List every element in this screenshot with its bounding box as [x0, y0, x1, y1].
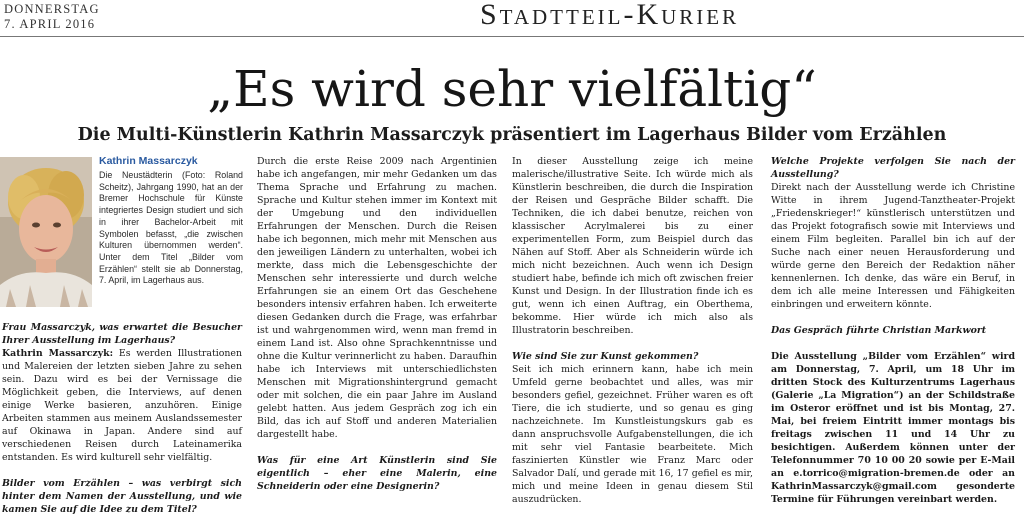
issue-date-text: 7. APRIL 2016	[4, 17, 96, 31]
interview-answer: Durch die erste Reise 2009 nach Argentinien habe ich angefangen, mir mehr Gedanken um das Thema Sprache und Erfahrung zu machen. Sprache und Kultur stehen immer im Kontext mit der Umgebung und den individuellen Erfahrungen der Menschen. Durch die Reisen habe ich begonnen, mich mehr mit Menschen aus den jeweiligen Ländern zu unterhalten, wobei ich merkte, dass mich die Lebensgeschichte der Menschen sehr interessierte und durch welche Erfahrungen sie an einem Ort das Geschehene besonders intensiv erfahren haben. Ich erweiterte diesen Gedanken durch die Frage, was erfahrbar ist und wahrgenommen wird, wenn man fremd in einem Land ist. Also ohne Sprachkenntnisse und ohne die Kultur verinnerlicht zu haben. Daraufhin habe ich Interviews mit unterschiedlichsten Menschen mit Migrationshintergrund gemacht oder mit solchen, die ein paar Jahre im Ausland gelebt hatten. Aus jedem Gespräch zog ich ein Bild, das ich auf Stoff und anderen Materialien dargestellt habe.	[257, 156, 497, 440]
interview-answer	[2, 347, 242, 464]
article-column-3	[512, 155, 753, 506]
portrait-illustration	[0, 157, 92, 307]
caption-name: Kathrin Massarczyk	[99, 155, 198, 167]
portrait-photo	[0, 157, 92, 307]
speaker-label: Kathrin Massarczyk:	[2, 348, 114, 359]
masthead-rule	[0, 36, 1024, 37]
interview-question: Bilder vom Erzählen – was verbirgt sich hinter dem Namen der Ausstellung, und wie kamen Sie auf die Idee zu dem Titel?	[2, 478, 242, 515]
interview-answer: Seit ich mich erinnern kann, habe ich mein Umfeld gerne beobachtet und alles, was mir besonders gefiel, gezeichnet. Früher waren es oft Tiere, die ich studierte, und so genau es ging nachzeichnete. Im Kunstleistungskurs gab es dann anspruchsvolle Aufgabenstellungen, die ich mit sehr viel Fantasie bearbeitete. Mich faszinierten Künstler wie Franz Marc oder Salvador Dalí, und gerade mit 16, 17 gefiel es mir, mich und meine Ideen in genau diesem Stil auszudrücken.	[512, 364, 753, 505]
interview-question: Welche Projekte verfolgen Sie nach der Ausstellung?	[771, 156, 1015, 180]
interview-question: Was für eine Art Künstlerin sind Sie eigentlich – eher eine Malerin, eine Schneiderin oder eine Designerin?	[257, 455, 497, 492]
interview-answer: Direkt nach der Ausstellung werde ich Christine Witte in ihrem Jugend-Tanztheater-Projekt „Friedenskrieger!“ künstlerisch unterstützen und das Projekt fotografisch sowie mit Interviews und einem Film begleiten. Parallel bin ich auf der Suche nach einer neuen Herausforderung und würde gerne den Bereich der Redaktion näher kennenlernen. Ich denke, das wäre ein Beruf, in dem ich alle meine Interessen und Fähigkeiten einbringen und erweitern könnte.	[771, 182, 1015, 310]
interview-answer: In dieser Ausstellung zeige ich meine malerische/illustrative Seite. Ich würde mich als Künstlerin beschreiben, die durch die Inspiration der Reisen und Gespräche Bilder schafft. Die Techniken, die ich dabei benutze, reichen von klassischer Acrylmalerei bis zu einer experimentellen Form, zum Beispiel durch das Nähen auf Stoff. Aber als Schneiderin würde ich mich nicht bezeichnen. Auch wenn ich Design studiert habe, befinde ich mich oft zwischen freier Kunst und Design. In der Illustration finde ich es gut, wenn ich einen Auftrag, ein Oberthema, bekomme. Hier würde ich mich also als Illustratorin beschreiben.	[512, 156, 753, 336]
answer-text: Es werden Illustrationen und Malereien der letzten sieben Jahre zu sehen sein. Dazu wird es bei der Vernissage die Möglichkeit geben, die Interviews, auf denen einige Werke basieren, anzuhören. Einige Arbeiten stammen aus meinem Auslandssemester auf Okinawa in Japan. Andere sind auf verschiedenen Reisen durch Lateinamerika entstanden. Es wird kulturell sehr vielfältig.	[2, 348, 242, 463]
article-column-4	[771, 155, 1015, 506]
article-headline: „Es wird sehr vielfältig“	[207, 60, 817, 118]
interview-question: Frau Massarczyk, was erwartet die Besucher Ihrer Ausstellung im Lagerhaus?	[2, 322, 242, 346]
article-subheadline: Die Multi-Künstlerin Kathrin Massarczyk präsentiert im Lagerhaus Bilder vom Erzählen	[77, 125, 947, 145]
newspaper-title: Stadtteil-Kurier	[480, 0, 740, 31]
interview-question: Wie sind Sie zur Kunst gekommen?	[512, 351, 699, 362]
issue-date	[4, 2, 100, 32]
issue-day: DONNERSTAG	[4, 2, 100, 16]
exhibition-info: Die Ausstellung „Bilder vom Erzählen“ wird am Donnerstag, 7. April, um 18 Uhr im dritten Stock des Kulturzentrums Lagerhaus (Galerie „La Migration“) an der Schildstraße im Osteror eröffnet und ist bis Montag, 27. Mai, bei freiem Eintritt immer montags bis freitags zwischen 11 und 14 Uhr zu besichtigen. Außerdem können unter der Telefonnummer 70 10 00 20 sowie per E-Mail an e.torrico@migration-bremen.de oder an KathrinMassarczyk@gmail.com gesonderte Termine für Führungen vereinbart werden.	[771, 351, 1015, 505]
article-column-1	[2, 321, 242, 516]
photo-caption: Die Neustädterin (Foto: Roland Scheitz), Jahrgang 1990, hat an der Bremer Hochschule für Künste integriertes Design studiert und sich in ihrer Bachelor-Arbeit mit Symbolen befasst, „die zwischen Kulturen übernommen werden“. Unter dem Titel „Bilder vom Erzählen“ stellt sie ab Donnerstag, 7. April, im Lagerhaus aus.	[99, 170, 243, 286]
article-column-2	[257, 155, 497, 493]
interview-credit: Das Gespräch führte Christian Markwort	[771, 325, 987, 336]
